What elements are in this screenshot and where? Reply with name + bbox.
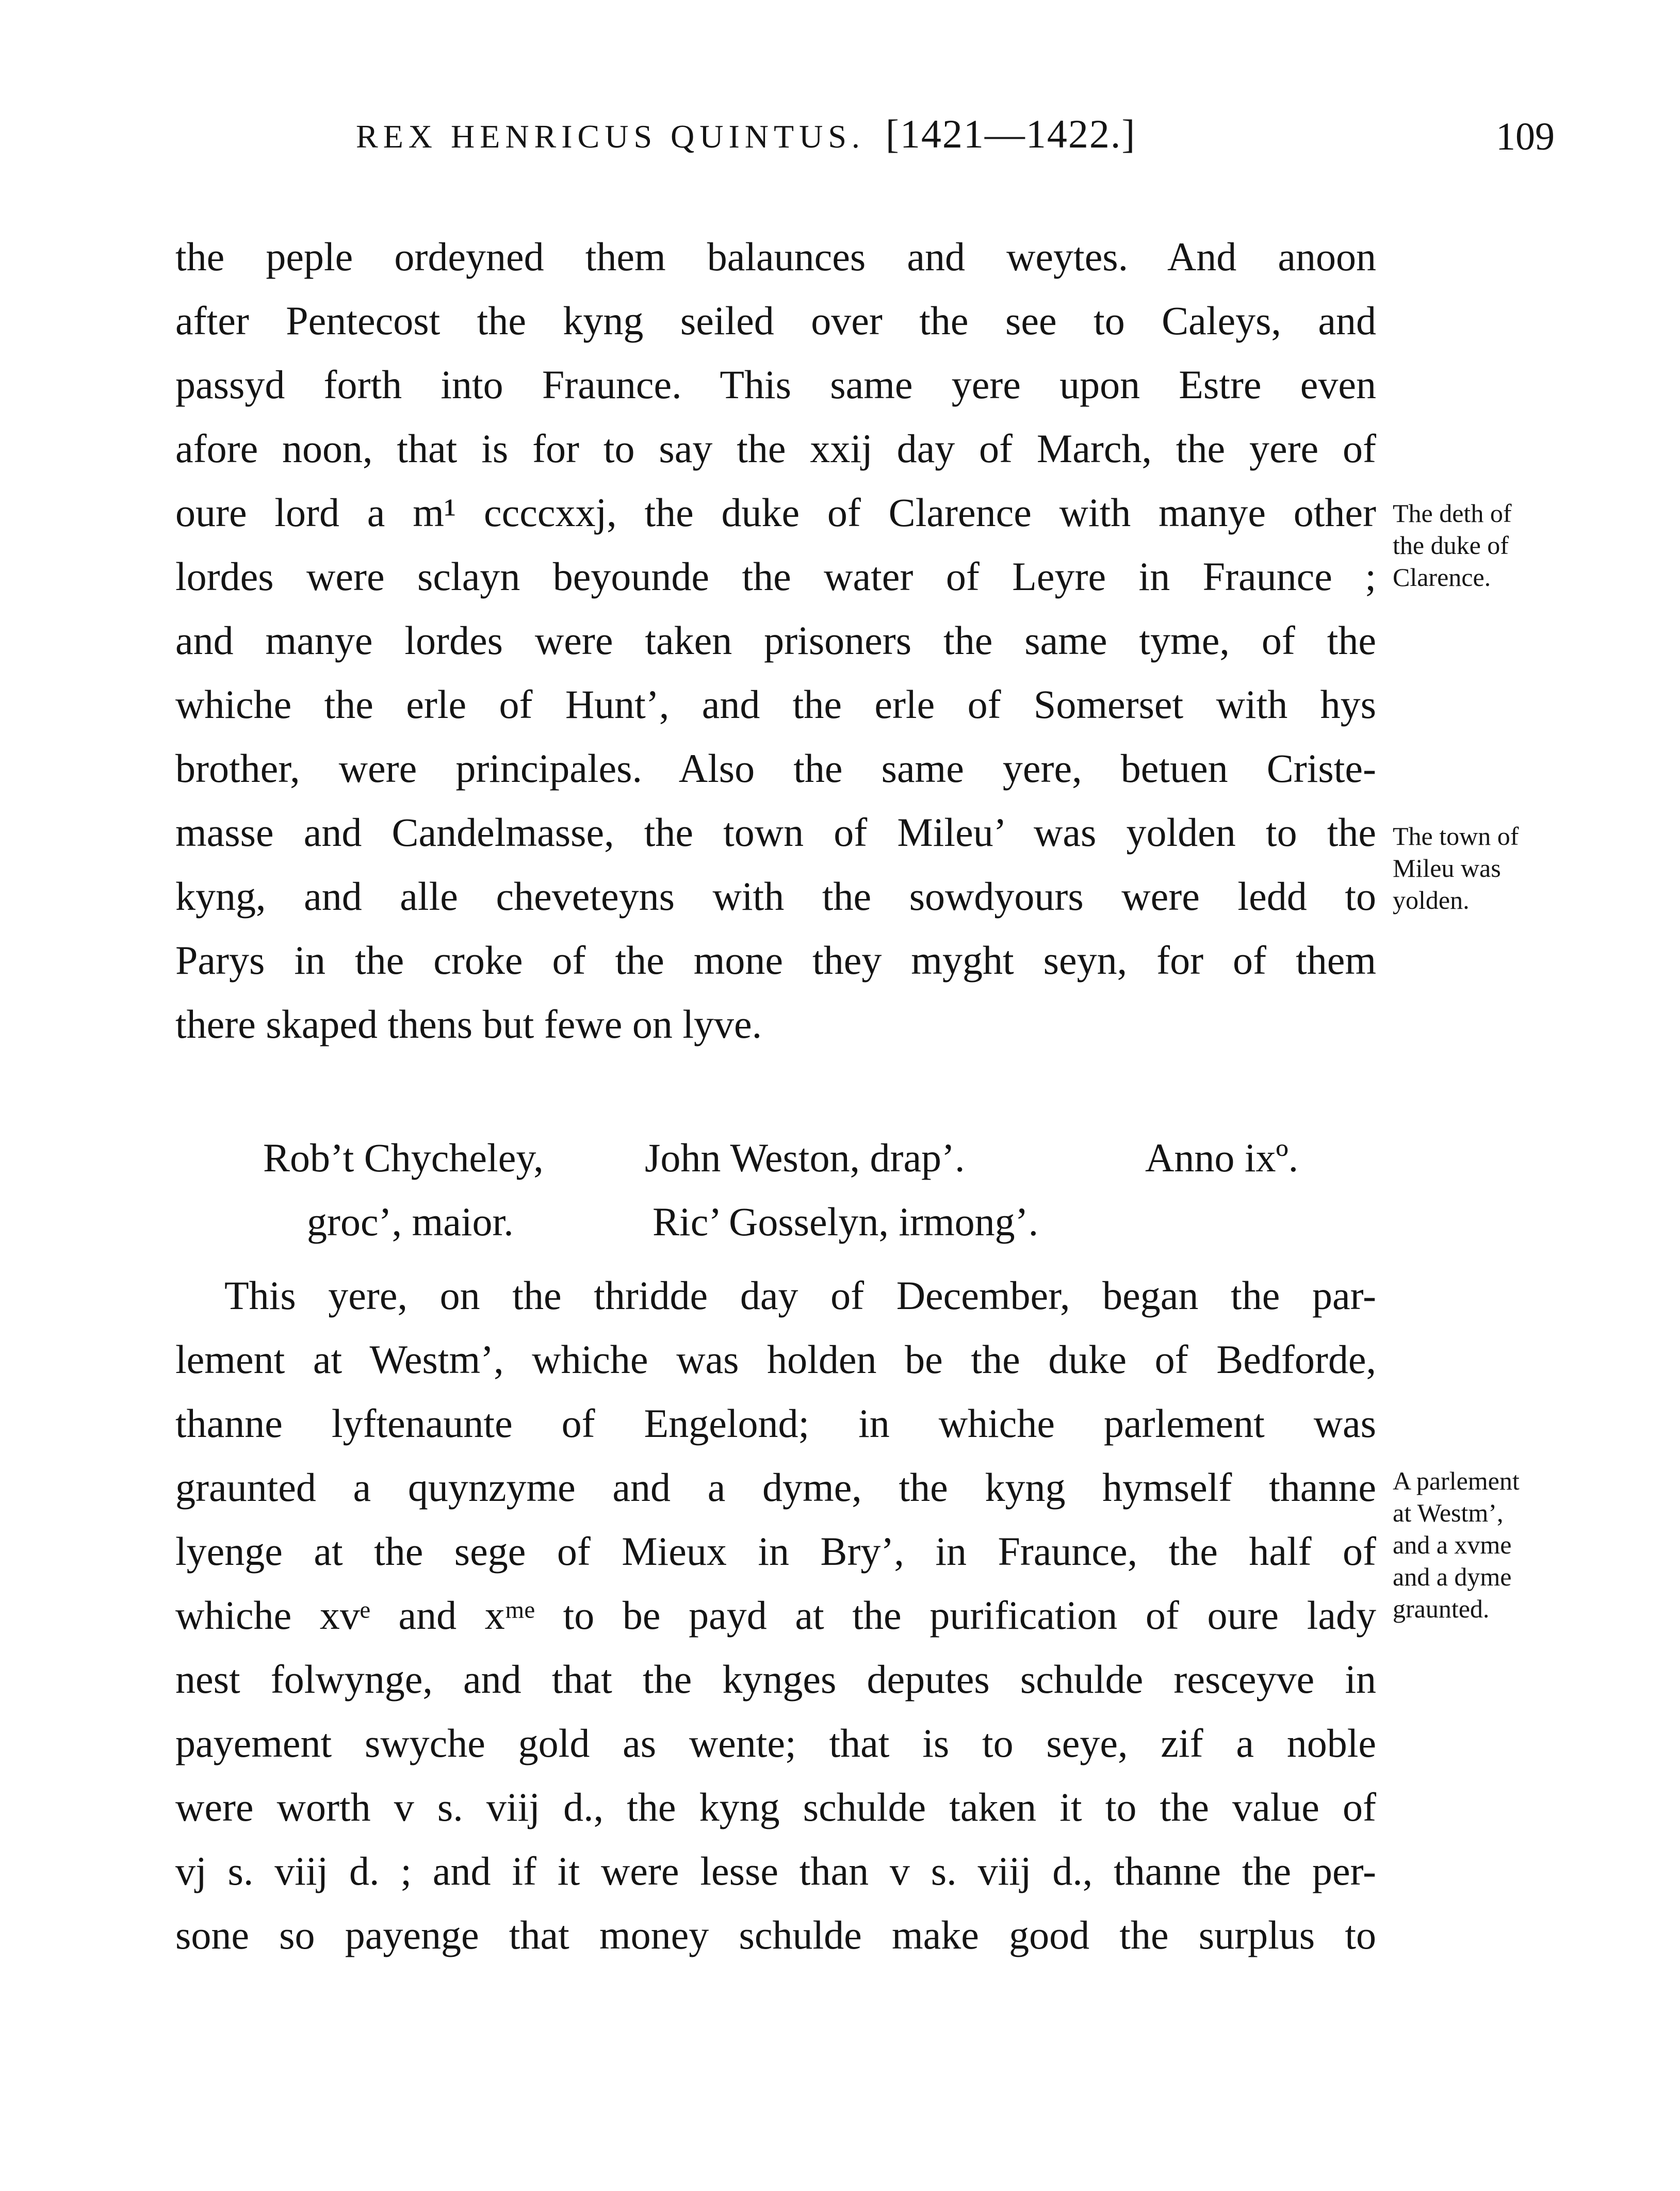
text-line: sone so payenge that money schulde make good the surplus to	[175, 1912, 1376, 1957]
text-line: thanne lyftenaunte of Engelond; in whiche parlement was	[175, 1401, 1376, 1446]
page-number: 109	[1496, 115, 1555, 158]
text-line: the peple ordeyned them balaunces and weytes. And anoon	[175, 234, 1376, 279]
text-line: there skaped thens but fewe on lyve.	[175, 1002, 762, 1047]
text-line: passyd forth into Fraunce. This same yere upon Estre even	[175, 362, 1376, 407]
sheriff-1: John Weston, drap’.	[645, 1135, 965, 1180]
margin-note-line: and a dyme	[1393, 1562, 1512, 1591]
margin-note-parlement	[1393, 1465, 1520, 1625]
text-line: after Pentecost the kyng seiled over the see to Caleys, and	[175, 298, 1376, 343]
regnal-year: Anno ixº.	[1145, 1135, 1299, 1180]
text-line: and manye lordes were taken prisoners the same tyme, of the	[175, 618, 1376, 663]
margin-note-town-of-mileu	[1393, 820, 1519, 916]
margin-note-line: Mileu was	[1393, 854, 1501, 882]
running-head-dates: [1421—1422.]	[885, 111, 1136, 156]
text-line: lordes were sclayn beyounde the water of Leyre in Fraunce ;	[175, 554, 1376, 599]
text-line: This yere, on the thridde day of December, began the par-	[224, 1273, 1376, 1318]
text-line: oure lord a m¹ ccccxxj, the duke of Clarence with manye other	[175, 490, 1376, 535]
margin-note-line: graunted.	[1393, 1594, 1490, 1623]
margin-note-line: Clarence.	[1393, 563, 1491, 592]
margin-note-line: The town of	[1393, 822, 1519, 851]
mayor-name: Rob’t Chycheley,	[263, 1135, 544, 1180]
text-line: afore noon, that is for to say the xxij day of March, the yere of	[175, 426, 1376, 471]
paragraph-1	[175, 225, 1376, 1056]
text-line: kyng, and alle cheveteyns with the sowdyours were ledd to	[175, 874, 1376, 919]
text-line: vj s. viij d. ; and if it were lesse than v s. viij d., thanne the per-	[175, 1849, 1376, 1893]
margin-note-line: yolden.	[1393, 886, 1470, 914]
officers-block	[0, 1135, 1680, 1258]
text-line: whiche xvᵉ and xᵐᵉ to be payd at the purification of oure lady	[175, 1593, 1376, 1638]
text-line: graunted a quynzyme and a dyme, the kyng hymself thanne	[175, 1465, 1376, 1510]
margin-note-line: at Westm’,	[1393, 1498, 1504, 1527]
running-head-title: REX HENRICUS QUINTUS.	[356, 118, 865, 155]
margin-note-deth-of-clarence	[1393, 497, 1511, 593]
margin-note-line: the duke of	[1393, 531, 1509, 560]
text-line: lyenge at the sege of Mieux in Bry’, in Fraunce, the half of	[175, 1529, 1376, 1574]
mayor-title: groc’, maior.	[307, 1199, 514, 1244]
margin-note-line: The deth of	[1393, 499, 1512, 528]
margin-note-line: and a xvme	[1393, 1530, 1512, 1559]
text-line: brother, were principales. Also the same yere, betuen Criste-	[175, 746, 1376, 791]
text-line: payement swyche gold as wente; that is to seye, zif a noble	[175, 1721, 1376, 1765]
text-line: whiche the erle of Hunt’, and the erle of Somerset with hys	[175, 682, 1376, 727]
paragraph-2	[175, 1264, 1376, 1967]
text-line: lement at Westm’, whiche was holden be the duke of Bedforde,	[175, 1337, 1376, 1382]
running-head	[356, 111, 1136, 157]
text-line: Parys in the croke of the mone they myght seyn, for of them	[175, 938, 1376, 983]
text-line: masse and Candelmasse, the town of Mileu’ was yolden to the	[175, 810, 1376, 855]
text-line: were worth v s. viij d., the kyng schulde taken it to the value of	[175, 1785, 1376, 1829]
sheriff-2: Ric’ Gosselyn, irmong’.	[653, 1199, 1039, 1244]
text-line: nest folwynge, and that the kynges deputes schulde resceyve in	[175, 1657, 1376, 1702]
margin-note-line: A parlement	[1393, 1466, 1520, 1495]
